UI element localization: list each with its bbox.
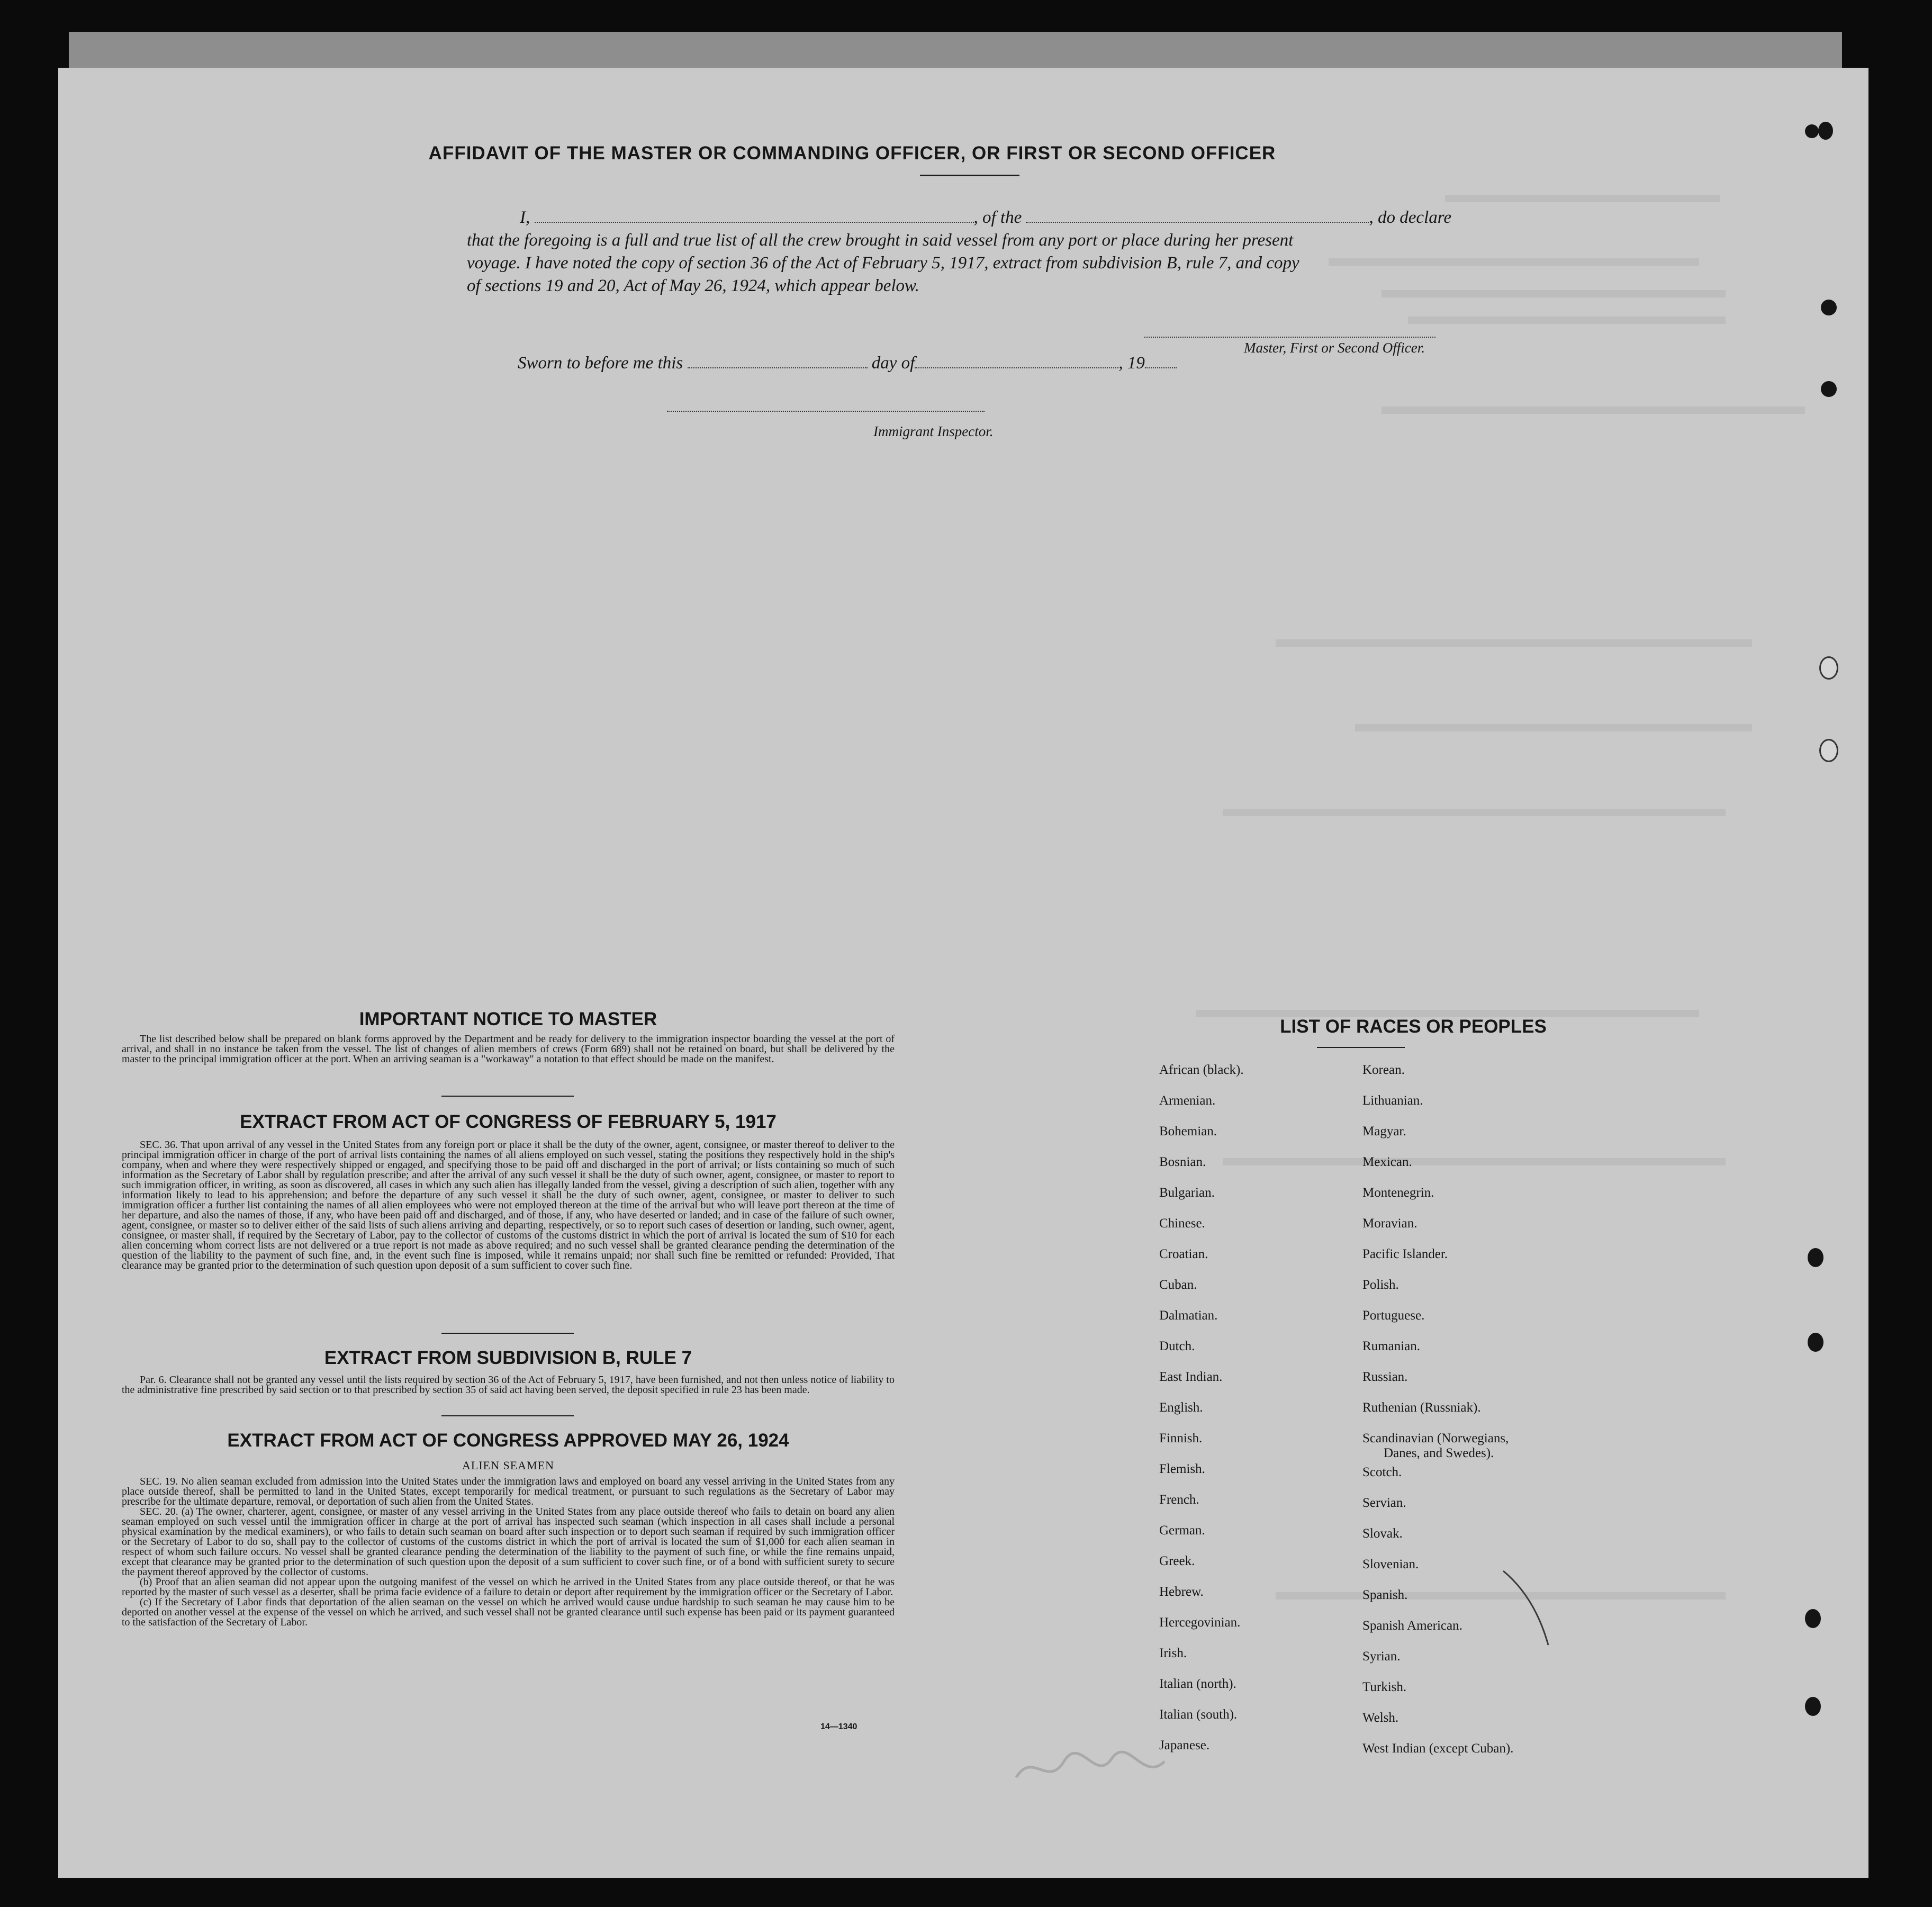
race-item: Bohemian. [1159, 1124, 1217, 1138]
punch-hole [1805, 124, 1819, 138]
races-title: LIST OF RACES OR PEOPLES [1280, 1016, 1547, 1037]
notice-paragraph: The list described below shall be prepared on blank forms approved by the Department and be ready for delivery to the immigration inspector boarding the vessel at the port of arrival, and shall in no instance be taken from the vessel. The list of changes of alien members of crews (Form 689) shall not be retained on board, but shall be delivered by the master to the principal immigration officer at the port. When an arriving seaman is a "workaway" a notation to that effect should be made on the manifest. [122, 1033, 895, 1065]
punch-hole [1805, 1609, 1821, 1628]
race-item: Slovak. [1362, 1526, 1403, 1541]
inspector-signature-line[interactable] [667, 411, 985, 413]
punch-hole [1818, 122, 1833, 140]
alien-seamen-subtitle: ALIEN SEAMEN [462, 1459, 554, 1472]
pencil-check-mark [1498, 1566, 1561, 1661]
sworn-year-blank[interactable] [1145, 356, 1177, 368]
affidavit-declare: , do declare [1369, 208, 1451, 227]
affidavit-line-1 [520, 208, 1451, 228]
affidavit-title: AFFIDAVIT OF THE MASTER OR COMMANDING OFFICER, OR FIRST OR SECOND OFFICER [428, 143, 1276, 164]
race-item: Scotch. [1362, 1465, 1402, 1479]
punch-hole [1808, 1248, 1823, 1267]
punch-hole [1805, 1697, 1821, 1716]
race-item: Japanese. [1159, 1738, 1210, 1752]
bleed-through [1223, 809, 1726, 816]
race-item: Flemish. [1159, 1462, 1205, 1476]
section-rule [441, 1333, 574, 1334]
extract-1924-title: EXTRACT FROM ACT OF CONGRESS APPROVED MAY 26, 1924 [227, 1430, 789, 1451]
race-item: Bosnian. [1159, 1155, 1206, 1169]
name-blank[interactable] [535, 210, 974, 223]
race-item: Welsh. [1362, 1711, 1399, 1725]
notice-title: IMPORTANT NOTICE TO MASTER [359, 1009, 657, 1029]
extract-1917-body [122, 1140, 895, 1271]
race-item: Italian (south). [1159, 1707, 1238, 1722]
race-item: French. [1159, 1493, 1199, 1507]
extract-1924-body [122, 1477, 895, 1628]
race-item: Scandinavian (Norwegians, [1362, 1431, 1509, 1445]
handwritten-mark [1011, 1740, 1170, 1798]
race-item: Ruthenian (Russniak). [1362, 1400, 1481, 1415]
affidavit-i: I, [520, 208, 530, 227]
race-item: Greek. [1159, 1554, 1195, 1568]
race-item: Moravian. [1362, 1216, 1418, 1231]
sec-36-paragraph: SEC. 36. That upon arrival of any vessel in the United States from any foreign port or place it shall be the duty of the owner, agent, consignee, or master thereof to deliver to the principal immigration officer in charge of the port of arrival lists containing the names of all aliens employed on such vessel, stating the positions they respectively hold in the ship's company, when and where they were respectively shipped or engaged, and specifying those to be paid off and discharged in the port of arrival; or lists containing so much of such information as the Secretary of Labor shall by regulation prescribe; and after the arrival of any such vessel it shall be the duty of such owner, agent, consignee, or master to report to such immigration officer, in writing, as soon as discovered, all cases in which any such alien has illegally landed from the vessel, giving a description of such alien, together with any information likely to lead to his apprehension; and before the departure of any such vessel it shall be the duty of such owner, agent, consignee, or master to deliver to such immigration officer a further list containing the names of all alien employees who were not employed thereon at the time of the arrival but who will leave port thereon at the time of her departure, and also the names of those, if any, who have been paid off and discharged, and of those, if any, who have deserted or landed; and in case of the failure of such owner, agent, consignee, or master so to deliver either of the said lists of such aliens arriving and departing, respectively, or so to report such cases of desertion or landing, such owner, agent, consignee, or master shall, if required by the Secretary of Labor, pay to the collector of customs of the customs district in which the port of arrival is located the sum of $10 for each alien concerning whom correct lists are not delivered or a true report is not made as above required; and no such vessel shall be granted clearance pending the determination of the question of the liability to the payment of such fine, and, in the event such fine is imposed, while it remains unpaid; nor shall such fine be remitted or refunded: Provided, That clearance may be granted prior to the determination of such question upon deposit of a sum sufficient to cover such fine. [122, 1139, 895, 1271]
extract-1917-title: EXTRACT FROM ACT OF CONGRESS OF FEBRUARY 5, 1917 [240, 1111, 777, 1132]
affidavit-line-4: of sections 19 and 20, Act of May 26, 1924, which appear below. [467, 276, 919, 295]
race-item: West Indian (except Cuban). [1362, 1741, 1514, 1756]
affidavit-line-3: voyage. I have noted the copy of section 36 of the Act of February 5, 1917, extract from subdivision B, rule 7, and copy [467, 254, 1299, 273]
notice-body [122, 1034, 895, 1064]
race-item: Portuguese. [1362, 1308, 1425, 1323]
race-item: Syrian. [1362, 1649, 1401, 1664]
races-title-rule [1317, 1047, 1405, 1048]
sec-20a-paragraph: SEC. 20. (a) The owner, charterer, agent, consignee, or master of any vessel arriving in the United States from any place outside thereof who fails to detain on board any alien seaman employed on such vessel until the immigration officer in charge at the port of arrival has inspected such seaman (which inspection in all cases shall include a personal physical examination by the medical examiners), or who fails to detain such seaman on board after such inspection or to deport such seaman if required by such immigration officer or the Secretary of Labor to do so, shall pay to the collector of customs of the customs district in which the port of arrival is located the sum of $1,000 for each alien seaman in respect of whom such failure occurs. No vessel shall be granted clearance pending the determination of the liability to the payment of such fine, or while the fine remains unpaid, except that clearance may be granted prior to the determination of such question upon the deposit of a sum sufficient to cover such fine, or of a bond with sufficient surety to secure the payment thereof approved by the collector of customs. [122, 1506, 895, 1578]
sec-20c-paragraph: (c) If the Secretary of Labor finds that deportation of the alien seaman on the vessel on which he arrived would cause undue hardship to such seaman he may cause him to be deported on another vessel at the expense of the vessel on which he arrived, and such vessel shall not be granted clearance until such expense has been paid or its payment guaranteed to the satisfaction of the Secretary of Labor. [122, 1596, 895, 1628]
race-item: African (black). [1159, 1063, 1244, 1077]
race-item: Korean. [1362, 1063, 1405, 1077]
race-item: East Indian. [1159, 1370, 1223, 1384]
bleed-through [1382, 406, 1805, 414]
race-item: Russian. [1362, 1370, 1408, 1384]
race-item: Pacific Islander. [1362, 1247, 1448, 1261]
race-item: Spanish. [1362, 1588, 1408, 1602]
race-item: Dalmatian. [1159, 1308, 1218, 1323]
race-item: Croatian. [1159, 1247, 1208, 1261]
bleed-through [1223, 1158, 1726, 1165]
bleed-through [1382, 290, 1726, 297]
sworn-line [518, 354, 1177, 373]
race-item: Spanish American. [1362, 1619, 1462, 1633]
affidavit-of-the: , of the [973, 208, 1022, 227]
punch-hole-reinforced [1819, 656, 1838, 680]
section-rule [441, 1096, 574, 1097]
vessel-blank[interactable] [1026, 210, 1369, 223]
punch-hole [1821, 381, 1837, 397]
race-item: English. [1159, 1400, 1203, 1415]
sworn-day-blank[interactable] [688, 356, 868, 368]
year-prefix: , 19 [1118, 354, 1145, 373]
section-rule [441, 1415, 574, 1416]
race-item: Servian. [1362, 1496, 1406, 1510]
bleed-through [1355, 724, 1752, 731]
inspector-signature-label: Immigrant Inspector. [873, 423, 994, 439]
race-item: Italian (north). [1159, 1677, 1236, 1691]
bleed-through [1329, 258, 1699, 266]
master-signature-line[interactable] [1144, 337, 1436, 339]
race-item: Finnish. [1159, 1431, 1203, 1445]
race-item: Magyar. [1362, 1124, 1406, 1138]
affidavit-line-2: that the foregoing is a full and true list of all the crew brought in said vessel from any port or place during her present [467, 231, 1294, 250]
race-item: Hercegovinian. [1159, 1615, 1241, 1630]
sec-20b-paragraph: (b) Proof that an alien seaman did not appear upon the outgoing manifest of the vessel on which he arrived in the United States from any place outside thereof, or that he was reported by the master of such vessel as a deserter, shall be prima facie evidence of a failure to detain or deport after requirement by the immigration officer or the Secretary of Labor. [122, 1576, 895, 1598]
race-item: Irish. [1159, 1646, 1187, 1660]
par-6-paragraph: Par. 6. Clearance shall not be granted any vessel until the lists required by section 36 of the Act of February 5, 1917, have been furnished, and not then unless notice of liability to the administrative fine prescribed by said section or to that prescribed by section 35 of said act having been served, the deposit specified in rule 23 has been made. [122, 1374, 895, 1396]
title-rule [920, 175, 1019, 176]
bleed-through [1276, 639, 1752, 647]
punch-hole [1821, 300, 1837, 315]
race-item: Rumanian. [1362, 1339, 1421, 1353]
day-of-label: day of [871, 354, 915, 373]
extract-rule7-body [122, 1375, 895, 1395]
bleed-through [1408, 317, 1726, 324]
punch-hole [1808, 1333, 1823, 1352]
bleed-through [1445, 195, 1720, 202]
master-signature-label: Master, First or Second Officer. [1244, 340, 1425, 356]
race-item: Mexican. [1362, 1155, 1412, 1169]
race-item: German. [1159, 1523, 1205, 1538]
race-item: Slovenian. [1362, 1557, 1419, 1571]
race-item: Danes, and Swedes). [1384, 1446, 1494, 1460]
race-item: Montenegrin. [1362, 1186, 1434, 1200]
sec-19-paragraph: SEC. 19. No alien seaman excluded from admission into the United States under the immigration laws and employed on board any vessel arriving in the United States from any place outside thereof, shall be permitted to land in the United States, except temporarily for medical treatment, or pursuant to such regulations as the Secretary of Labor may prescribe for the ultimate departure, removal, or deportation of such alien from the United States. [122, 1476, 895, 1507]
punch-hole-reinforced [1819, 739, 1838, 762]
race-item: Hebrew. [1159, 1585, 1204, 1599]
race-item: Bulgarian. [1159, 1186, 1215, 1200]
race-item: Turkish. [1362, 1680, 1407, 1694]
sworn-month-blank[interactable] [915, 356, 1118, 368]
race-item: Armenian. [1159, 1093, 1216, 1108]
sworn-label: Sworn to before me this [518, 354, 683, 373]
race-item: Chinese. [1159, 1216, 1205, 1231]
form-code: 14—1340 [820, 1722, 857, 1731]
extract-rule7-title: EXTRACT FROM SUBDIVISION B, RULE 7 [324, 1348, 692, 1368]
document-page [58, 68, 1868, 1878]
race-item: Dutch. [1159, 1339, 1195, 1353]
race-item: Cuban. [1159, 1278, 1197, 1292]
race-item: Polish. [1362, 1278, 1399, 1292]
race-item: Lithuanian. [1362, 1093, 1423, 1108]
